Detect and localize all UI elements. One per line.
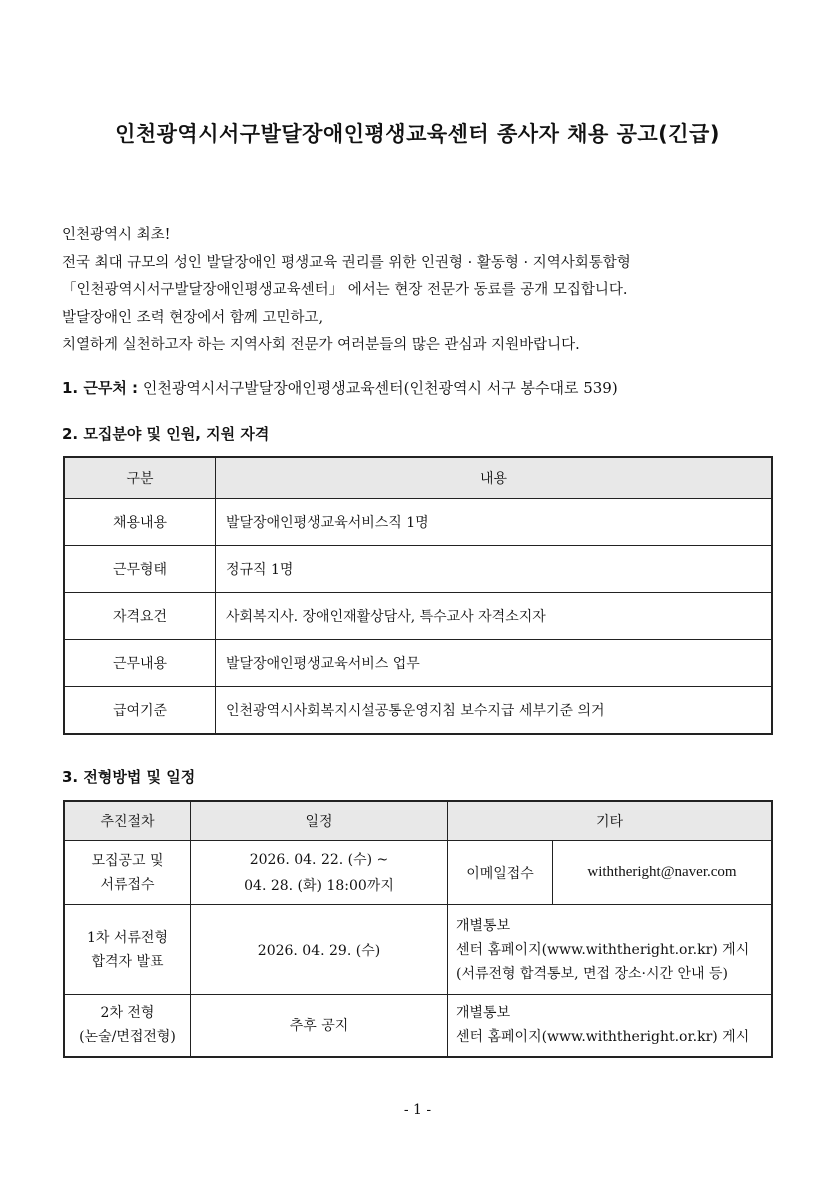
date-line: 04. 28. (화) 18:00까지 <box>244 877 394 894</box>
intro-line: 「인천광역시서구발달장애인평생교육센터」 에서는 현장 전문가 동료를 공개 모집합니다. <box>62 282 628 298</box>
method-cell: 이메일접수 <box>448 841 553 905</box>
step-cell <box>64 905 191 995</box>
page-number: - 1 - <box>403 1102 432 1118</box>
row-value: 발달장애인평생교육서비스 업무 <box>216 640 773 687</box>
step-line: (논술/면접전형) <box>79 1029 176 1046</box>
step-line: 합격자 발표 <box>91 953 164 970</box>
table-header: 일정 <box>191 801 448 841</box>
step-line: 1차 서류전형 <box>87 929 168 946</box>
notes-cell <box>448 995 773 1057</box>
note-line: (서류전형 합격통보, 면접 장소·시간 안내 등) <box>456 965 728 982</box>
section-workplace <box>62 377 618 398</box>
table-row <box>64 995 772 1057</box>
recruitment-table <box>63 456 773 735</box>
step-cell <box>64 841 191 905</box>
table-header: 기타 <box>448 801 773 841</box>
row-value: 발달장애인평생교육서비스직 1명 <box>216 499 773 546</box>
row-label: 자격요건 <box>64 593 216 640</box>
row-value: 사회복지사. 장애인재활상담사, 특수교사 자격소지자 <box>216 593 773 640</box>
row-label: 근무내용 <box>64 640 216 687</box>
page-title: 인천광역시서구발달장애인평생교육센터 종사자 채용 공고(긴급) <box>115 122 720 146</box>
row-label: 급여기준 <box>64 687 216 735</box>
intro-line: 전국 최대 규모의 성인 발달장애인 평생교육 권리를 위한 인권형 · 활동형 · 지역사회통합형 <box>62 254 631 271</box>
step-line: 서류접수 <box>100 876 155 893</box>
note-line: 개별통보 <box>456 917 511 934</box>
table-header-row <box>64 457 772 499</box>
table-row <box>64 841 772 905</box>
row-label: 근무형태 <box>64 546 216 593</box>
intro-line: 인천광역시 최초! <box>62 227 171 243</box>
section-heading-text: 3. 전형방법 및 일정 <box>62 768 196 786</box>
section-heading <box>62 766 195 787</box>
table-row <box>64 546 772 593</box>
schedule-table <box>63 800 773 1058</box>
table-row <box>64 687 772 735</box>
row-label: 채용내용 <box>64 499 216 546</box>
table-header: 추진절차 <box>64 801 191 841</box>
note-line: 개별통보 <box>456 1005 511 1022</box>
table-row <box>64 593 772 640</box>
step-line: 2차 전형 <box>100 1005 155 1022</box>
table-row <box>64 499 772 546</box>
table-header: 구분 <box>64 457 216 499</box>
note-line: 센터 홈페이지(www.withtheright.or.kr) 게시 <box>456 1029 750 1046</box>
table-header: 내용 <box>216 457 773 499</box>
intro-paragraph <box>62 222 782 360</box>
date-cell: 추후 공지 <box>191 995 448 1057</box>
date-cell <box>191 841 448 905</box>
row-value: 인천광역시사회복지시설공통운영지침 보수지급 세부기준 의거 <box>216 687 773 735</box>
date-line: 2026. 04. 22. (수) ~ <box>249 851 389 868</box>
intro-line: 발달장애인 조력 현장에서 함께 고민하고, <box>62 309 324 326</box>
email-cell: withtheright@naver.com <box>553 841 773 905</box>
section-heading-text: 2. 모집분야 및 인원, 지원 자격 <box>62 425 270 443</box>
step-line: 모집공고 및 <box>91 852 164 869</box>
notes-cell <box>448 905 773 995</box>
section-heading <box>62 423 269 444</box>
table-row <box>64 640 772 687</box>
date-cell: 2026. 04. 29. (수) <box>191 905 448 995</box>
workplace-value: 인천광역시서구발달장애인평생교육센터(인천광역시 서구 봉수대로 539) <box>142 379 618 397</box>
step-cell <box>64 995 191 1057</box>
section-heading: 1. 근무처 : <box>62 379 139 397</box>
note-line: 센터 홈페이지(www.withtheright.or.kr) 게시 <box>456 941 750 958</box>
intro-line: 치열하게 실천하고자 하는 지역사회 전문가 여러분들의 많은 관심과 지원바랍니다. <box>62 337 580 353</box>
row-value: 정규직 1명 <box>216 546 773 593</box>
table-header-row <box>64 801 772 841</box>
table-row <box>64 905 772 995</box>
